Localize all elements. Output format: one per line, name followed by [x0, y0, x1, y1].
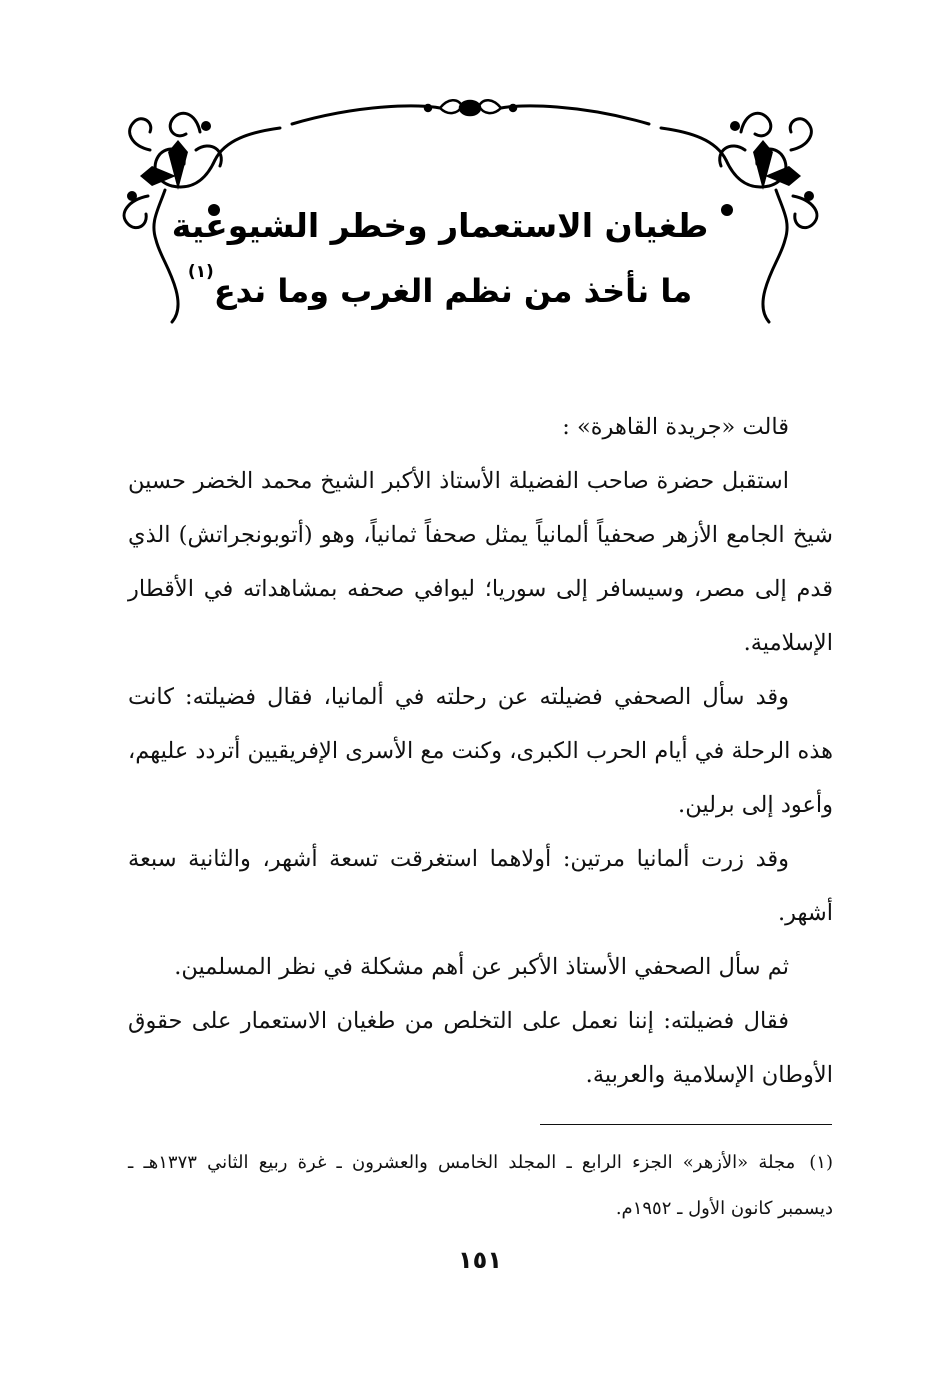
chapter-title-line-1: طغيان الاستعمار وخطر الشيوعية	[171, 206, 709, 245]
paragraph: فقال فضيلته: إننا نعمل على التخلص من طغيان الاستعمار على حقوق الأوطان الإسلامية والعربية.	[128, 1008, 833, 1088]
chapter-title	[140, 206, 740, 245]
footnote-marker: (١)	[809, 1152, 833, 1173]
paragraph: ثم سأل الصحفي الأستاذ الأكبر عن أهم مشكلة في نظر المسلمين.	[174, 954, 789, 980]
paragraph: استقبل حضرة صاحب الفضيلة الأستاذ الأكبر الشيخ محمد الخضر حسين شيخ الجامع الأزهر صحفياً ألمانياً يمثل صحفاً ثمانياً، وهو (أتوبونجراتش) الذي قدم إلى مصر، وسيسافر إلى سوريا؛ ليوافي صحفه بمشاهداته في الأقطار الإسلامية.	[128, 468, 833, 656]
chapter-title-line-2: ما نأخذ من نظم الغرب وما ندع	[213, 272, 693, 310]
chapter-subtitle	[140, 262, 740, 310]
footnote	[128, 1140, 833, 1232]
footnote-text: مجلة «الأزهر» الجزء الرابع ـ المجلد الخامس والعشرون ـ غرة ربيع الثاني ١٣٧٣هـ ـ ديسمبر كانون الأول ـ ١٩٥٢م.	[128, 1152, 833, 1219]
footnote-reference[interactable]: (١)	[187, 262, 214, 282]
paragraph-intro: قالت «جريدة القاهرة» :	[562, 414, 789, 440]
paragraph: وقد زرت ألمانيا مرتين: أولاهما استغرقت تسعة أشهر، والثانية سبعة أشهر.	[128, 846, 833, 926]
footnote-divider	[540, 1124, 832, 1125]
article-body	[128, 400, 833, 1102]
page-number: ١٥١	[458, 1246, 502, 1274]
paragraph: وقد سأل الصحفي فضيلته عن رحلته في ألمانيا، فقال فضيلته: كانت هذه الرحلة في أيام الحرب الكبرى، وكنت مع الأسرى الإفريقيين أتردد عليهم، وأعود إلى برلين.	[127, 684, 833, 818]
